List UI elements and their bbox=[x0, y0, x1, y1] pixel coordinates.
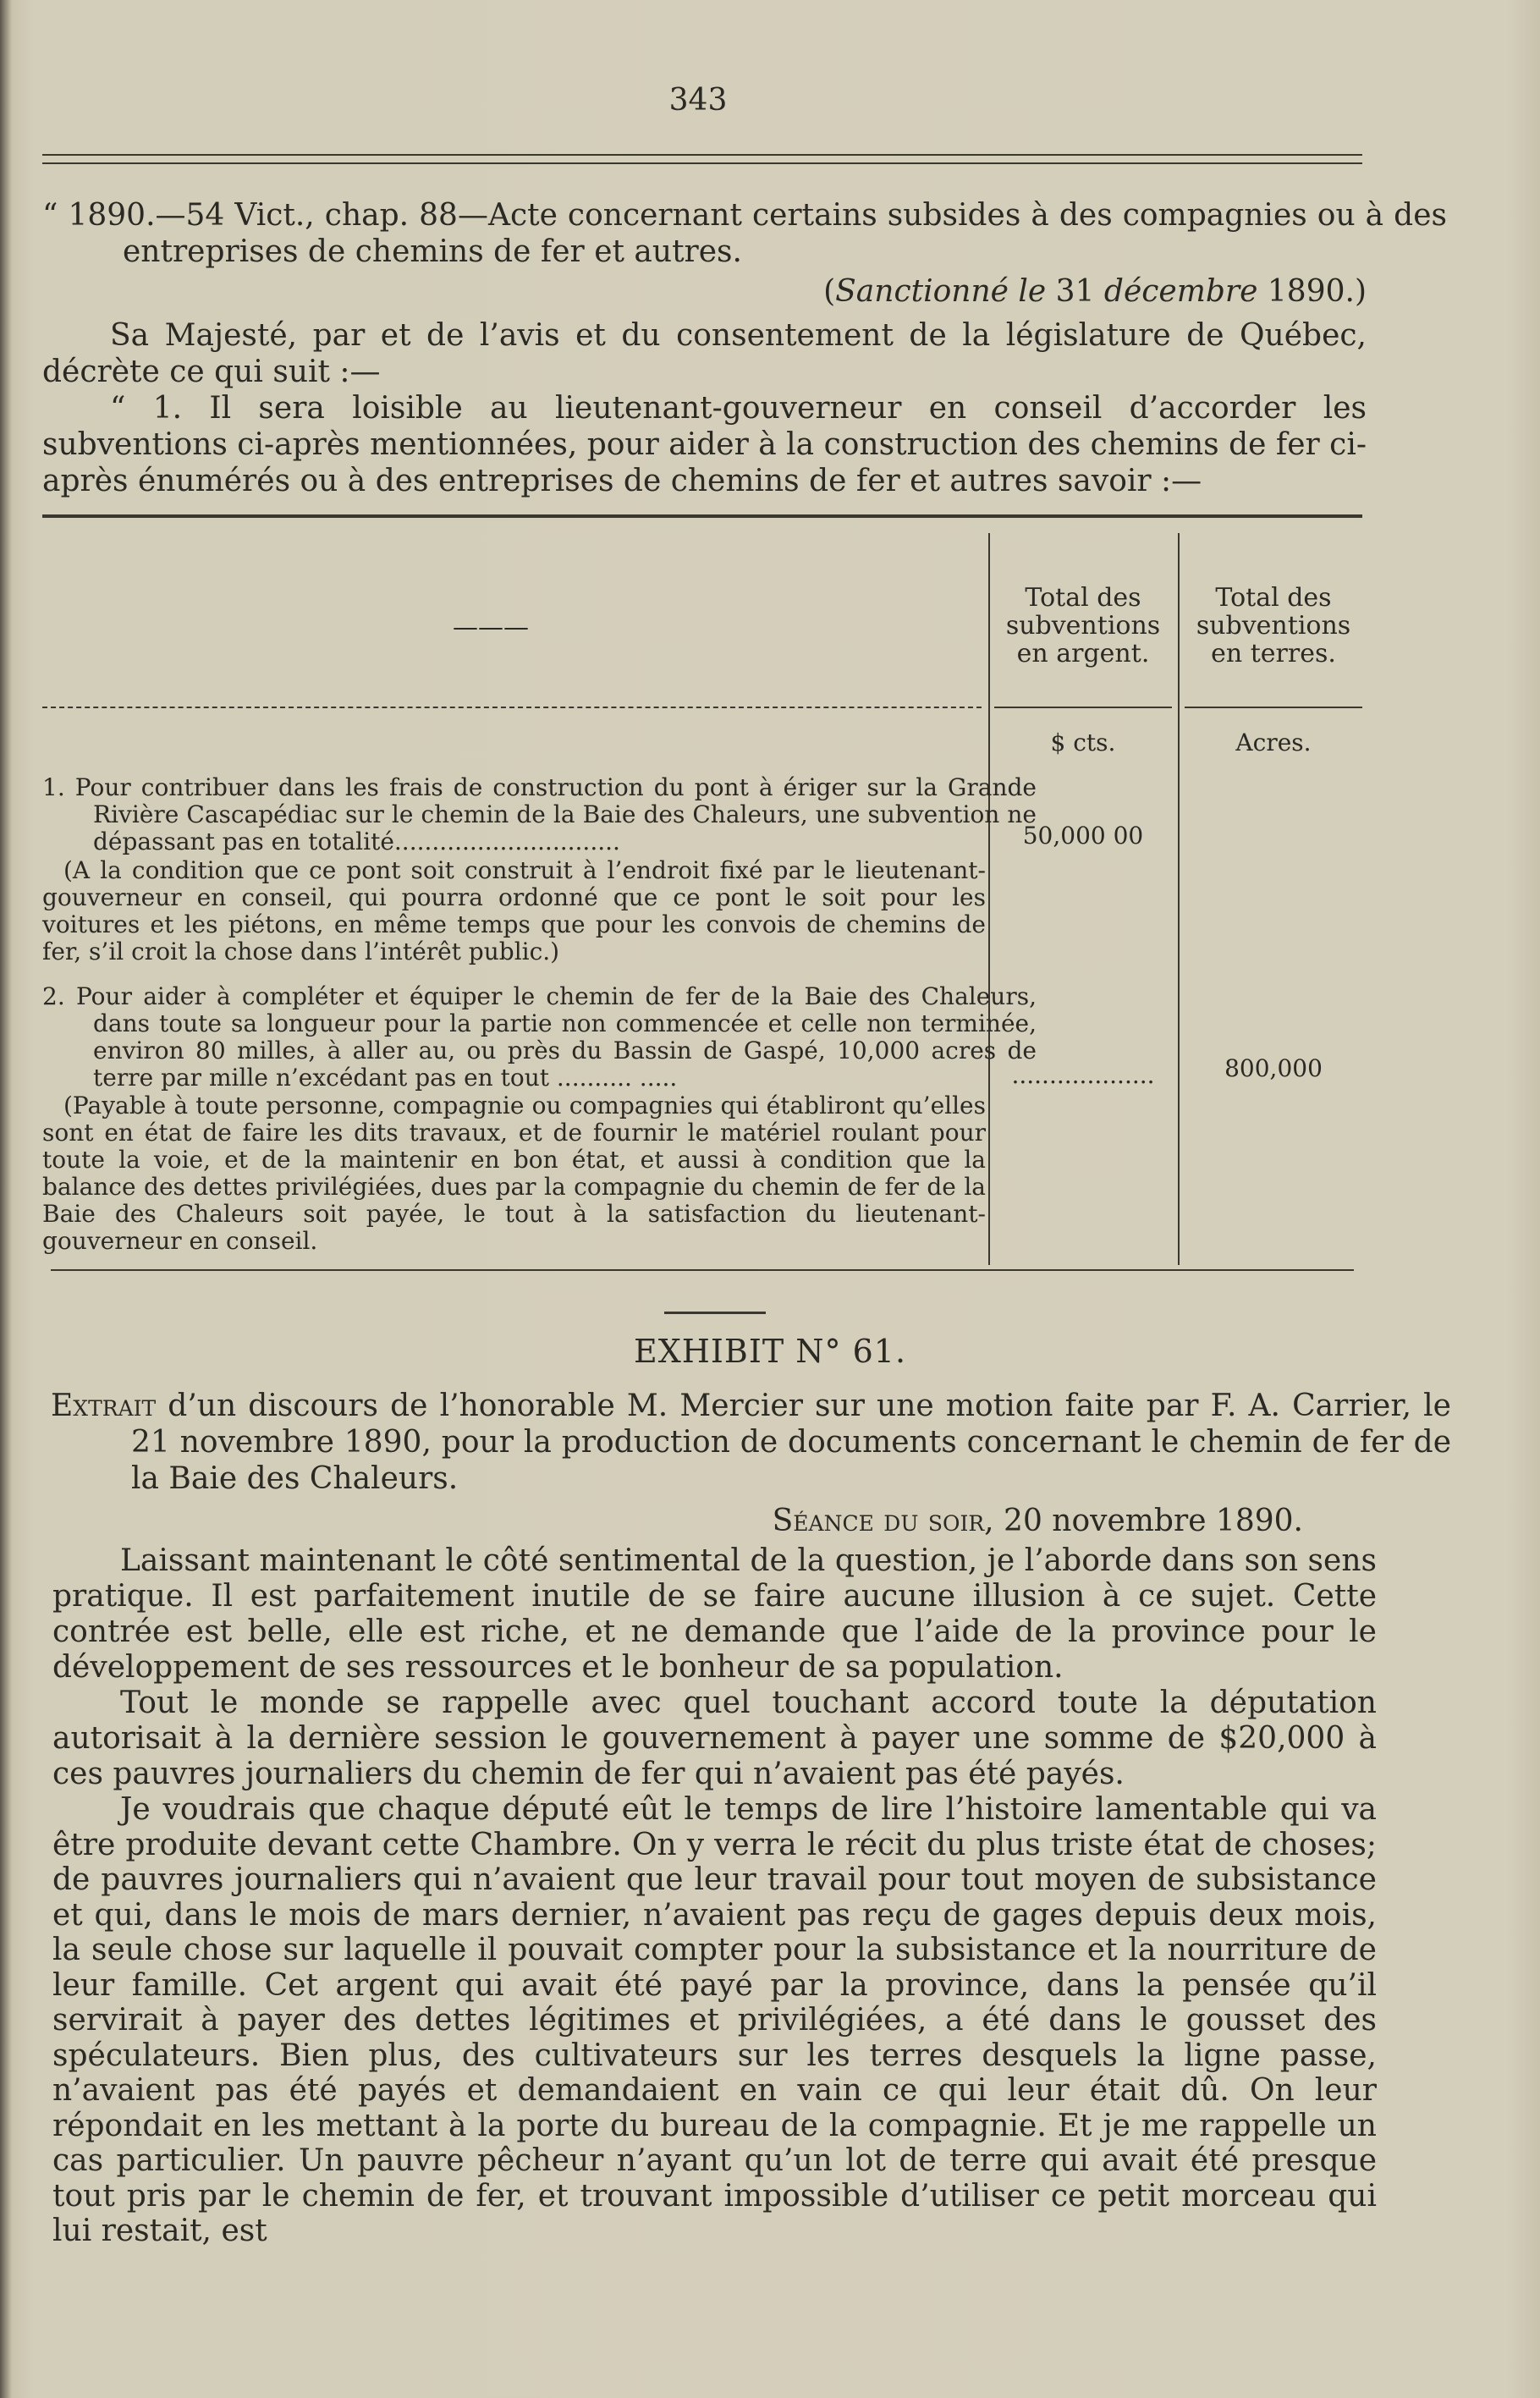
header-rule-col1 bbox=[42, 707, 982, 708]
table-bottom-rule bbox=[51, 1269, 1354, 1271]
body-paragraph-2: Tout le monde se rappelle avec quel touchant accord toute la députation autorisait à la dernière session le gouvernement à payer une somme de $20,000 à ces pauvres journaliers du chemin de fer qui n’avaient pas été payés. bbox=[52, 1686, 1377, 1791]
column-divider-1 bbox=[988, 533, 990, 1265]
table-row-1-note: (A la condition que ce pont soit construit à l’endroit fixé par le lieutenant-gouverneur en conseil, qui pourra ordonné que ce pont le soit pour les voitures et les piétons, en même temps que pour les convois de chemins de fer, s’il croit la chose dans l’intérêt public.) bbox=[42, 856, 986, 965]
page-number: 343 bbox=[668, 83, 728, 118]
header-rule bbox=[42, 154, 1362, 156]
table-row-1-text: 1. Pour contribuer dans les frais de construction du pont à ériger sur la Grande Rivière Cascapédiac sur le chemin de la Baie des Chaleurs, une subvention ne dépassant pas en totalité.............................. bbox=[42, 773, 1037, 855]
seance-date: , 20 novembre 1890. bbox=[984, 1504, 1303, 1538]
table-row-2-land: 800,000 bbox=[1224, 1054, 1323, 1082]
subsidy-table bbox=[42, 529, 1362, 1273]
table-row-2-text: 2. Pour aider à compléter et équiper le chemin de fer de la Baie des Chaleurs, dans toute sa longueur pour la partie non commencée et celle non terminée, environ 80 milles, à aller au, ou près du Bassin de Gaspé, 10,000 acres de terre par mille n’excédant pas en tout .......... ..... bbox=[42, 982, 1037, 1092]
header-rule-col3 bbox=[1185, 707, 1362, 708]
column-divider-2 bbox=[1178, 533, 1180, 1265]
body-paragraph-1: Laissant maintenant le côté sentimental de la question, je l’aborde dans son sens pratique. Il est parfaitement inutile de se faire aucune illusion à ce sujet. Cette contrée est belle, elle est riche, et ne demande que l’aide de la province pour le développement de ses ressources et le bonheur de sa population. bbox=[52, 1543, 1377, 1685]
sanction-line bbox=[42, 273, 1367, 310]
money-unit: $ cts. bbox=[1050, 729, 1116, 756]
act-title: “ 1890.—54 Vict., chap. 88—Acte concernant certains subsides à des compagnies ou à des entreprises de chemins de fer et autres. bbox=[42, 198, 1447, 269]
exhibit-title: EXHIBIT N° 61. bbox=[633, 1333, 907, 1370]
body-paragraph-3: Je voudrais que chaque député eût le temps de lire l’histoire lamentable qui va être produite devant cette Chambre. On y verra le récit du plus triste état de choses; de pauvres journaliers qui n’avaient que leur travail pour tout moyen de subsistance et qui, dans le mois de mars dernier, n’avaient pas reçu de gages depuis deux mois, la seule chose sur laquelle il pouvait compter pour la subsistance et la nourriture de leur famille. Cet argent qui avait été payé par la province, dans la pensée qu’il servirait à payer des dettes légitimes et privilégiées, a été dans le gousset des spéculateurs. Bien plus, des cultivateurs sur les terres desquels la ligne passe, n’avaient pas été payés et demandaient en vain ce qui leur était dû. On leur répondait en les mettant à la porte du bureau de la compagnie. Et je me rappelle un cas particulier. Un pauvre pêcheur n’ayant qu’un lot de terre qui avait été presque tout pris par le chemin de fer, et trouvant impossible d’utiliser ce petit morceau qui lui restait, est bbox=[52, 1792, 1377, 2248]
sanction-prefix: ( bbox=[823, 274, 836, 309]
first-column-header: ——— bbox=[453, 613, 529, 642]
section-separator bbox=[664, 1312, 766, 1314]
land-column-header: Total des subventions en terres. bbox=[1196, 583, 1351, 668]
extract-label: Extrait bbox=[51, 1389, 157, 1423]
seance-label: Séance du soir bbox=[772, 1504, 985, 1538]
land-unit: Acres. bbox=[1235, 729, 1312, 756]
sanction-italic: Sanctionné le bbox=[835, 274, 1047, 309]
header-rule-col2 bbox=[994, 707, 1172, 708]
section-1: “ 1. Il sera loisible au lieutenant-gouverneur en conseil d’accorder les subventions ci-après mentionnées, pour aider à la construction des chemins de fer ci-après énumérés ou à des entreprises de chemins de fer et autres savoir :— bbox=[42, 391, 1367, 498]
table-row-1-money: 50,000 00 bbox=[1022, 822, 1144, 850]
sanction-month: décembre bbox=[1103, 274, 1258, 309]
seance-line bbox=[42, 1503, 1303, 1539]
extract-text: d’un discours de l’honorable M. Mercier sur une motion faite par F. A. Carrier, le 21 novembre 1890, pour la production de documents concernant le chemin de fer de la Baie des Chaleurs. bbox=[131, 1389, 1451, 1496]
table-row-2-note: (Payable à toute personne, compagnie ou compagnies qui établiront qu’elles sont en état de faire les dits travaux, et de fournir le matériel roulant pour toute la voie, et de la maintenir en bon état, et aussi à condition que la balance des dettes privilégiées, dues par la compagnie du chemin de fer de la Baie des Chaleurs soit payée, le tout à la satisfaction du lieutenant-gouverneur en conseil. bbox=[42, 1092, 986, 1255]
header-rule-2 bbox=[42, 162, 1362, 164]
extract-paragraph bbox=[51, 1388, 1451, 1497]
money-column-header: Total des subventions en argent. bbox=[1005, 583, 1161, 668]
sanction-date: 31 bbox=[1046, 274, 1104, 309]
preamble: Sa Majesté, par et de l’avis et du consentement de la législature de Québec, décrète ce qui suit :— bbox=[42, 318, 1367, 389]
table-row-2-money: ................... bbox=[1011, 1062, 1155, 1089]
table-top-rule bbox=[42, 514, 1362, 518]
sanction-year: 1890.) bbox=[1257, 274, 1367, 309]
